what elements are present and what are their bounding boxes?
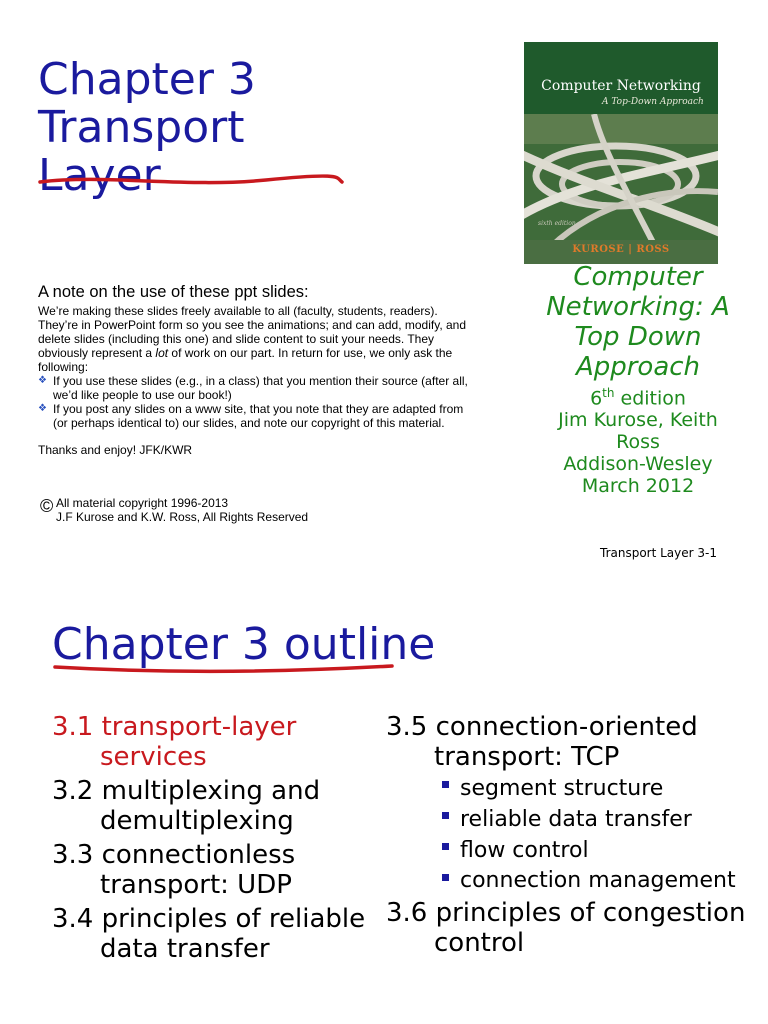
slide-footer: Transport Layer 3-1: [600, 546, 717, 560]
outline-subitem: [386, 838, 756, 864]
edition-suffix: th: [602, 386, 615, 400]
title-line: Chapter 3: [38, 54, 256, 105]
outline-item: 3.2 multiplexing and demultiplexing: [52, 776, 321, 836]
copyright-icon: ©: [40, 496, 54, 516]
book-cover-image: [524, 42, 718, 264]
cover-title: Computer Networking: [541, 78, 701, 94]
square-bullet-icon: [442, 812, 449, 819]
diamond-bullet-icon: ❖: [38, 375, 47, 386]
book-date: March 2012: [581, 475, 695, 498]
outline-subitem-text: reliable data transfer: [460, 807, 692, 832]
outline-subitem: [386, 869, 756, 893]
usage-note: [38, 282, 478, 457]
title-underline-stroke: [36, 168, 348, 190]
title-underline-stroke: [52, 660, 398, 676]
usage-note-bullet-text: If you post any slides on a www site, that you note that they are adapted from (or perhaps identical to) our slides, and note our copyright of this material.: [53, 402, 464, 430]
outline-item: 3.3 connectionless transport: UDP: [52, 840, 296, 900]
outline-right-column: [386, 712, 756, 962]
square-bullet-icon: [442, 874, 449, 881]
title-line: Layer: [38, 150, 161, 201]
highway-interchange-illustration: [524, 114, 718, 264]
outline-item: 3.4 principles of reliable data transfer: [52, 904, 366, 964]
usage-note-thanks: Thanks and enjoy! JFK/KWR: [38, 443, 193, 457]
square-bullet-icon: [442, 781, 449, 788]
cover-authors: KUROSE | ROSS: [572, 244, 670, 255]
usage-note-bullet: [38, 402, 478, 430]
usage-note-text: of work on our part. In return for use, we only ask the following:: [38, 346, 453, 374]
usage-note-emphasis: lot: [155, 346, 169, 360]
usage-note-heading: A note on the use of these ppt slides:: [38, 283, 309, 301]
book-authors-line: Ross: [616, 431, 660, 454]
outline-item: 3.6 principles of congestion control: [386, 898, 746, 958]
book-title-line: Computer: [573, 262, 703, 292]
book-edition: [520, 382, 756, 409]
outline-item: 3.1 transport-layer services: [52, 712, 297, 772]
outline-subitem-text: connection management: [460, 868, 736, 893]
outline-subitem-text: flow control: [460, 838, 589, 863]
book-title-line: Top Down: [574, 322, 702, 352]
book-title-line: Approach: [575, 352, 701, 382]
usage-note-text: We’re making these slides freely available to all (faculty, students, readers). They’re in PowerPoint form so you see the animations; and can add, modify, and delete slides (including this one) and slide content to suit your needs. They obviously represent a: [38, 304, 467, 360]
cover-subtitle: A Top-Down Approach: [602, 97, 704, 107]
usage-note-bullet-text: If you use these slides (e.g., in a class) that you mention their source (after all, we’d like people to use our book!): [53, 374, 468, 402]
copyright-line: All material copyright 1996-2013: [56, 496, 229, 510]
cover-edition-note: sixth edition: [538, 220, 576, 227]
book-info: [520, 262, 756, 497]
outline-left-column: [52, 712, 372, 968]
slide-2-title: Chapter 3 outline: [52, 619, 436, 670]
outline-item: 3.5 connection-oriented transport: TCP: [386, 712, 698, 772]
book-title-line: Networking: A: [546, 292, 730, 322]
edition-number: 6: [590, 387, 603, 410]
edition-word: edition: [614, 387, 686, 410]
usage-note-paragraph: [38, 304, 478, 374]
diamond-bullet-icon: ❖: [38, 403, 47, 414]
copyright-line: J.F Kurose and K.W. Ross, All Rights Reserved: [56, 510, 309, 524]
book-authors-line: Jim Kurose, Keith: [558, 409, 718, 432]
usage-note-bullet: [38, 374, 478, 402]
outline-subitem: [386, 807, 756, 833]
slide-2: [0, 576, 768, 1024]
book-publisher: Addison-Wesley: [563, 453, 713, 476]
outline-subitem-text: segment structure: [460, 776, 664, 801]
square-bullet-icon: [442, 843, 449, 850]
outline-subitem: [386, 776, 756, 802]
title-line: Transport: [38, 102, 245, 153]
